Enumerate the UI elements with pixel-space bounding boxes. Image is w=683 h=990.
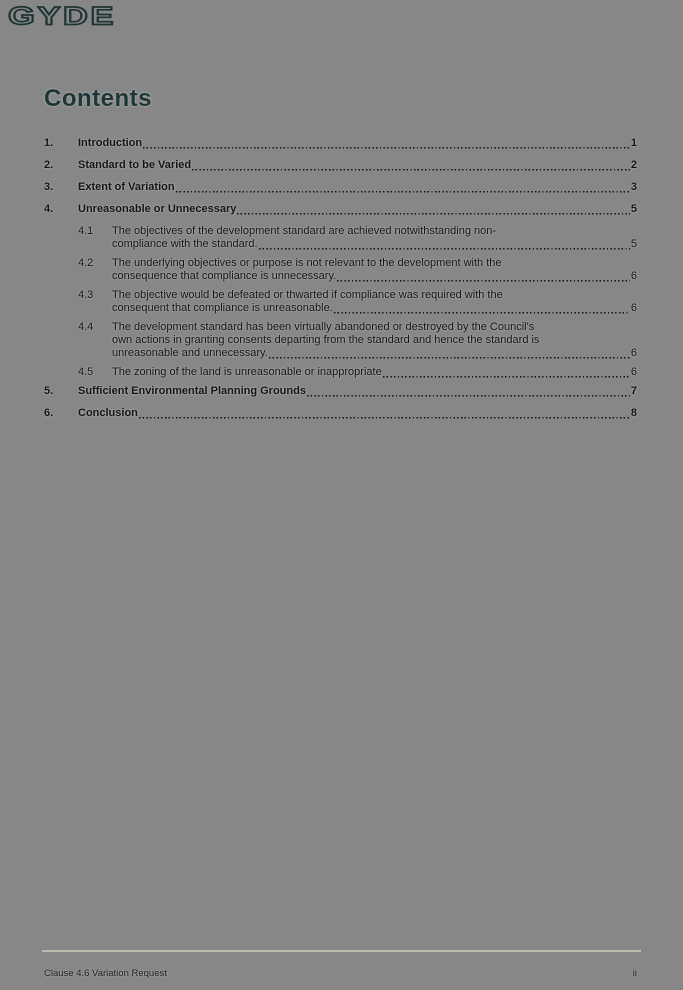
toc-entry-lastline xyxy=(112,366,637,379)
toc-entry-text: Introduction xyxy=(78,137,143,149)
toc-entry xyxy=(44,137,637,150)
toc-leader-dots xyxy=(237,205,630,216)
toc-entry-text: Unreasonable or Unnecessary xyxy=(78,203,237,215)
toc-entry-text: own actions in granting consents departing from the standard and hence the standard is xyxy=(112,334,540,346)
toc-entry-text: The development standard has been virtually abandoned or destroyed by the Council's xyxy=(112,321,535,333)
toc-entry-text: The objectives of the development standard are achieved notwithstanding non- xyxy=(112,225,497,237)
toc-entry-text: unreasonable and unnecessary. xyxy=(112,347,268,359)
toc-entry xyxy=(44,385,637,398)
toc-entry-lastline xyxy=(78,137,637,150)
toc-entry-text: compliance with the standard. xyxy=(112,238,258,250)
toc-page-number: 2 xyxy=(630,159,637,171)
toc-entry-body xyxy=(78,407,637,420)
toc-entry-text: consequence that compliance is unnecessary. xyxy=(112,270,337,282)
toc-page-number: 6 xyxy=(630,270,637,282)
toc-entry-text: Sufficient Environmental Planning Grounds xyxy=(78,385,306,397)
toc-entry-text: The zoning of the land is unreasonable or inappropriate xyxy=(112,366,382,378)
toc-entry xyxy=(44,203,637,216)
toc-page-number: 5 xyxy=(630,238,637,250)
toc-page-number: 6 xyxy=(630,302,637,314)
toc-entry-number: 3. xyxy=(44,181,54,193)
toc-entry-body xyxy=(112,257,637,283)
toc-entry-number: 4. xyxy=(44,203,54,215)
toc-entry-lastline xyxy=(78,407,637,420)
toc-entry xyxy=(44,407,637,420)
toc-entry-text: Extent of Variation xyxy=(78,181,175,193)
toc-page-number: 3 xyxy=(630,181,637,193)
toc-leader-dots xyxy=(192,161,630,172)
toc-entry-lastline xyxy=(78,203,637,216)
toc-page-number: 8 xyxy=(630,407,637,419)
toc-entry-lastline xyxy=(78,385,637,398)
toc-entry-body xyxy=(112,225,637,251)
toc-entry-number: 4.4 xyxy=(78,321,94,333)
toc-entry-number: 1. xyxy=(44,137,54,149)
toc-entry-lastline xyxy=(78,159,637,172)
toc-entry-text: Conclusion xyxy=(78,407,138,419)
footer xyxy=(44,968,637,979)
toc-entry-lastline xyxy=(112,270,637,283)
toc-entry xyxy=(78,289,637,315)
toc-entry-text: Standard to be Varied xyxy=(78,159,192,171)
toc-entry-number: 2. xyxy=(44,159,54,171)
toc-entry xyxy=(44,181,637,194)
toc-entry-lastline xyxy=(78,181,637,194)
gyde-logo xyxy=(5,3,123,30)
toc-entry-text: consequent that compliance is unreasonable. xyxy=(112,302,333,314)
toc-entry-body xyxy=(112,366,637,379)
toc-entry-number: 4.2 xyxy=(78,257,94,269)
footer-page-number: ii xyxy=(632,968,637,979)
toc-leader-dots xyxy=(139,409,630,420)
toc-leader-dots xyxy=(143,139,630,150)
toc-page-number: 1 xyxy=(630,137,637,149)
toc-page-number: 6 xyxy=(630,347,637,359)
toc-leader-dots xyxy=(307,387,630,398)
toc-leader-dots xyxy=(269,349,630,360)
toc-entry-lastline xyxy=(112,347,637,360)
toc-entry-body xyxy=(112,321,637,360)
toc-entry xyxy=(78,257,637,283)
gyde-logo-text: GYDE xyxy=(8,3,117,30)
toc-page-number: 7 xyxy=(630,385,637,397)
toc-entry-number: 4.3 xyxy=(78,289,94,301)
toc-entry-number: 6. xyxy=(44,407,54,419)
toc-entry-text: The underlying objectives or purpose is not relevant to the development with the xyxy=(112,257,502,269)
toc-entry-lastline xyxy=(112,302,637,315)
toc-entry-body xyxy=(78,159,637,172)
toc-entry-body xyxy=(78,181,637,194)
toc-entry-lastline xyxy=(112,238,637,251)
toc-entry-number: 4.5 xyxy=(78,366,94,378)
toc-leader-dots xyxy=(259,240,630,251)
toc-leader-dots xyxy=(176,183,630,194)
footer-document-title: Clause 4.6 Variation Request xyxy=(44,968,167,979)
contents-heading: Contents xyxy=(44,85,152,112)
toc-leader-dots xyxy=(337,272,630,283)
toc-entry-body xyxy=(78,203,637,216)
toc-entry xyxy=(78,366,637,379)
toc-page-number: 5 xyxy=(630,203,637,215)
toc-entry-body xyxy=(112,289,637,315)
footer-divider xyxy=(42,950,641,952)
toc-entry-number: 4.1 xyxy=(78,225,94,237)
toc-entry-text: The objective would be defeated or thwarted if compliance was required with the xyxy=(112,289,503,301)
toc-entry-body xyxy=(78,137,637,150)
toc-list xyxy=(44,134,637,429)
toc-entry-number: 5. xyxy=(44,385,54,397)
toc-page-number: 6 xyxy=(630,366,637,378)
toc-entry-body xyxy=(78,385,637,398)
toc-entry xyxy=(78,225,637,251)
toc-entry xyxy=(44,159,637,172)
toc-entry xyxy=(78,321,637,360)
toc-leader-dots xyxy=(383,368,630,379)
toc-leader-dots xyxy=(334,304,630,315)
